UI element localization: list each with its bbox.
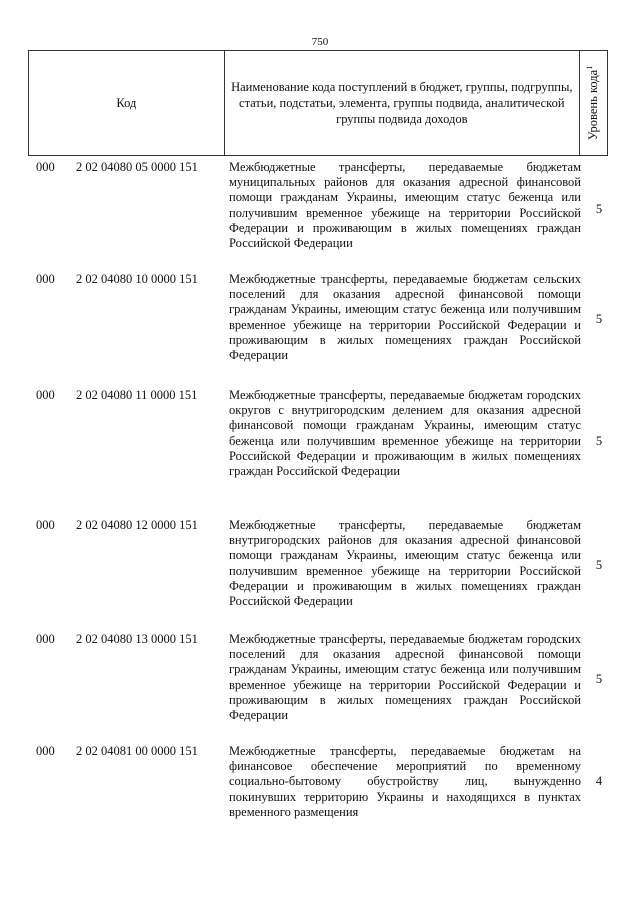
table-row (0, 518, 640, 632)
admin-code: 000 (36, 272, 55, 286)
table-row (0, 632, 640, 744)
table-row (0, 160, 640, 272)
admin-code: 000 (36, 388, 55, 402)
admin-code: 000 (36, 160, 55, 174)
admin-code: 000 (36, 744, 55, 758)
table-row (0, 744, 640, 834)
admin-code: 000 (36, 518, 55, 532)
revenue-name: Межбюджетные трансферты, передаваемые бюджетам сельских поселений для оказания адресной финансовой помощи гражданам Украины, имеющим статус беженца или получившим временное убежище на территории Российской Федерации и проживающим в жилых помещениях граждан Российской Федерации (229, 272, 581, 363)
table-body (0, 160, 640, 834)
header-level (579, 51, 607, 156)
header-name: Наименование кода поступлений в бюджет, группы, подгруппы, статьи, подстатьи, элемента, группы подвида, аналитической группы подвида доходов (224, 51, 579, 156)
code-level: 5 (595, 202, 603, 216)
table-header (28, 50, 608, 156)
revenue-code: 2 02 04080 12 0000 151 (76, 518, 198, 532)
revenue-code: 2 02 04080 05 0000 151 (76, 160, 198, 174)
header-level-label: Уровень кода (586, 69, 601, 141)
revenue-name: Межбюджетные трансферты, передаваемые бюджетам городских округов с внутригородским делением для оказания адресной финансовой помощи гражданам Украины, имеющим статус беженца или получившим временное убежище на территории Российской Федерации и проживающим в жилых помещениях граждан Российской Федерации (229, 388, 581, 479)
code-level: 5 (595, 312, 603, 326)
revenue-name: Межбюджетные трансферты, передаваемые бюджетам внутригородских районов для оказания адресной финансовой помощи гражданам Украины, имеющим статус беженца или получившим временное убежище на территории Российской Федерации и проживающим в жилых помещениях граждан Российской Федерации (229, 518, 581, 609)
admin-code: 000 (36, 632, 55, 646)
revenue-code: 2 02 04080 10 0000 151 (76, 272, 198, 286)
table-row (0, 388, 640, 518)
header-code: Код (29, 51, 225, 156)
revenue-name: Межбюджетные трансферты, передаваемые бюджетам городских поселений для оказания адресной финансовой помощи гражданам Украины, имеющим статус беженца или получившим временное убежище на территории Российской Федерации и проживающим в жилых помещениях граждан Российской Федерации (229, 632, 581, 723)
code-level: 5 (595, 672, 603, 686)
header-level-footnote: 1 (585, 65, 595, 70)
code-level: 5 (595, 434, 603, 448)
table-row (0, 272, 640, 388)
revenue-code: 2 02 04080 13 0000 151 (76, 632, 198, 646)
revenue-code: 2 02 04081 00 0000 151 (76, 744, 198, 758)
page-number: 750 (311, 36, 329, 48)
code-level: 4 (595, 774, 603, 788)
revenue-name: Межбюджетные трансферты, передаваемые бюджетам муниципальных районов для оказания адресной финансовой помощи гражданам Украины, имеющим статус беженца или получившим временное убежище на территории Российской Федерации и проживающим в жилых помещениях граждан Российской Федерации (229, 160, 581, 251)
revenue-name: Межбюджетные трансферты, передаваемые бюджетам на финансовое обеспечение мероприятий по временному социально-бытовому обустройству лиц, вынужденно покинувших территорию Украины и находящихся в пунктах временного размещения (229, 744, 581, 819)
revenue-code: 2 02 04080 11 0000 151 (76, 388, 198, 402)
code-level: 5 (595, 558, 603, 572)
